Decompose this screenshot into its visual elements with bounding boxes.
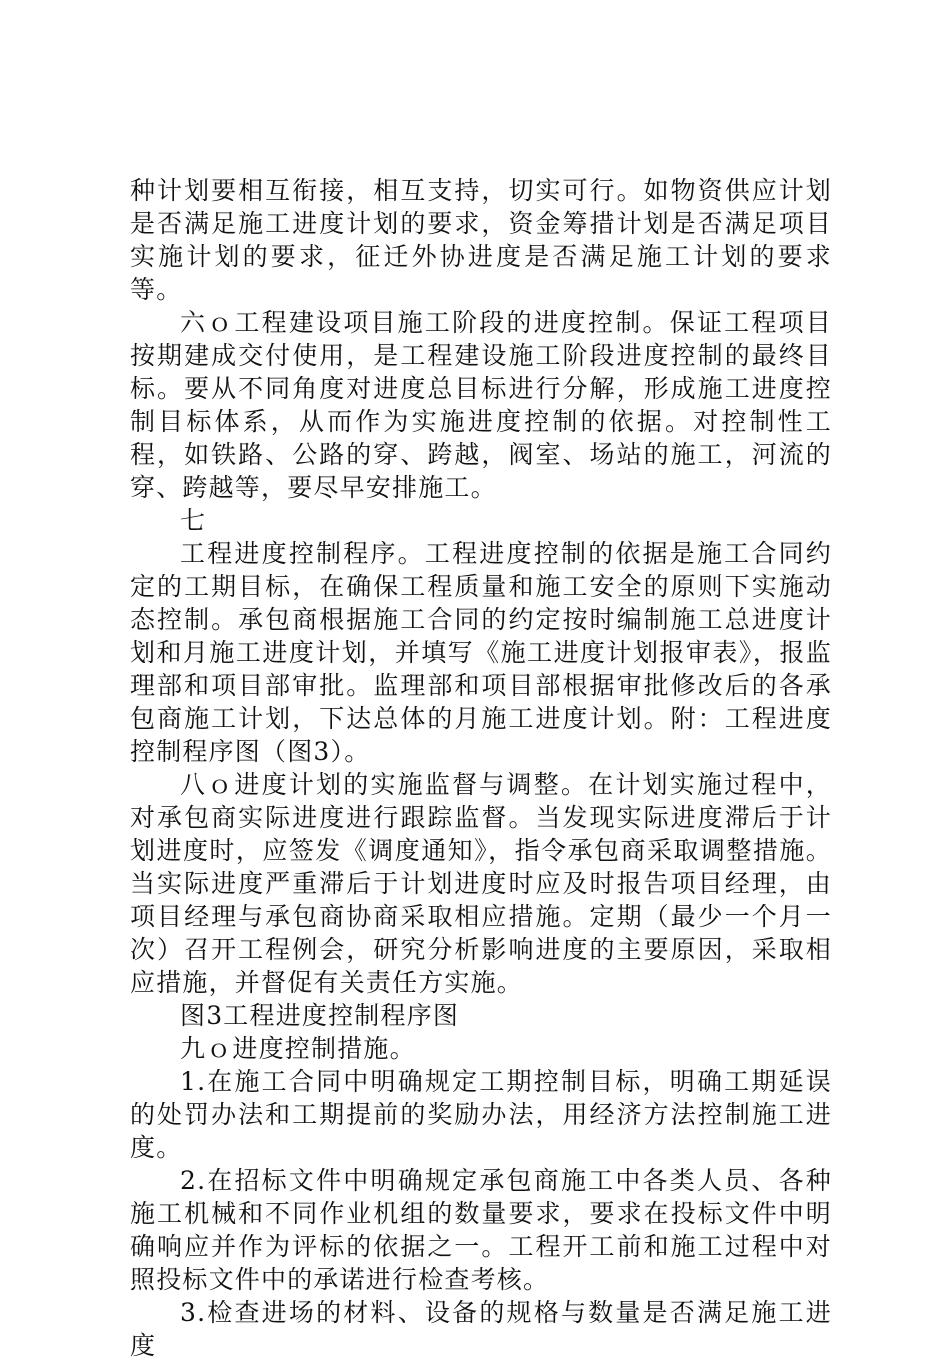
document-page <box>130 174 832 1362</box>
paragraph-section-6-construction-progress-control: 六ｏ工程建设项目施工阶段的进度控制。保证工程项目按期建成交付使用，是工程建设施工阶段进度控制的最终目标。要从不同角度对进度总目标进行分解，形成施工进度控制目标体系，从而作为实施进度控制的依据。对控制性工程，如铁路、公路的穿、跨越，阀室、场站的施工，河流的穿、跨越等，要尽早安排施工。 <box>130 308 832 502</box>
paragraph-section-8-supervision-adjustment: 八ｏ进度计划的实施监督与调整。在计划实施过程中，对承包商实际进度进行跟踪监督。当发现实际进度滞后于计划进度时，应签发《调度通知》，指令承包商采取调整措施。当实际进度严重滞后于计划进度时应及时报告项目经理，由项目经理与承包商协商采取相应措施。定期（最少一个月一次）召开工程例会，研究分析影响进度的主要原因，采取相应措施，并督促有关责任方实施。 <box>130 770 832 997</box>
paragraph-section-7-control-procedure: 工程进度控制程序。工程进度控制的依据是施工合同约定的工期目标，在确保工程质量和施工安全的原则下实施动态控制。承包商根据施工合同的约定按时编制施工总进度计划和月施工进度计划，并填写《施工进度计划报审表》，报监理部和项目部审批。监理部和项目部根据审批修改后的各承包商施工计划，下达总体的月施工进度计划。附：工程进度控制程序图（图3）。 <box>130 539 832 766</box>
list-item-2: 2.在招标文件中明确规定承包商施工中各类人员、各种施工机械和不同作业机组的数量要求，要求在投标文件中明确响应并作为评标的依据之一。工程开工前和施工过程中对照投标文件中的承诺进行检查考核。 <box>130 1166 832 1294</box>
paragraph-material-plan-continuation: 种计划要相互衔接，相互支持，切实可行。如物资供应计划是否满足施工进度计划的要求，资金筹措计划是否满足项目实施计划的要求，征迁外协进度是否满足施工计划的要求等。 <box>130 176 832 304</box>
list-item-1: 1.在施工合同中明确规定工期控制目标，明确工期延误的处罚办法和工期提前的奖励办法，用经济方法控制施工进度。 <box>130 1067 832 1162</box>
paragraph-section-9-heading: 九ｏ进度控制措施。 <box>180 1034 416 1063</box>
paragraph-section-7-number: 七 <box>180 506 207 535</box>
list-item-3: 3.检查进场的材料、设备的规格与数量是否满足施工进度 <box>130 1298 832 1360</box>
figure-3-caption: 图3工程进度控制程序图 <box>180 1001 460 1030</box>
